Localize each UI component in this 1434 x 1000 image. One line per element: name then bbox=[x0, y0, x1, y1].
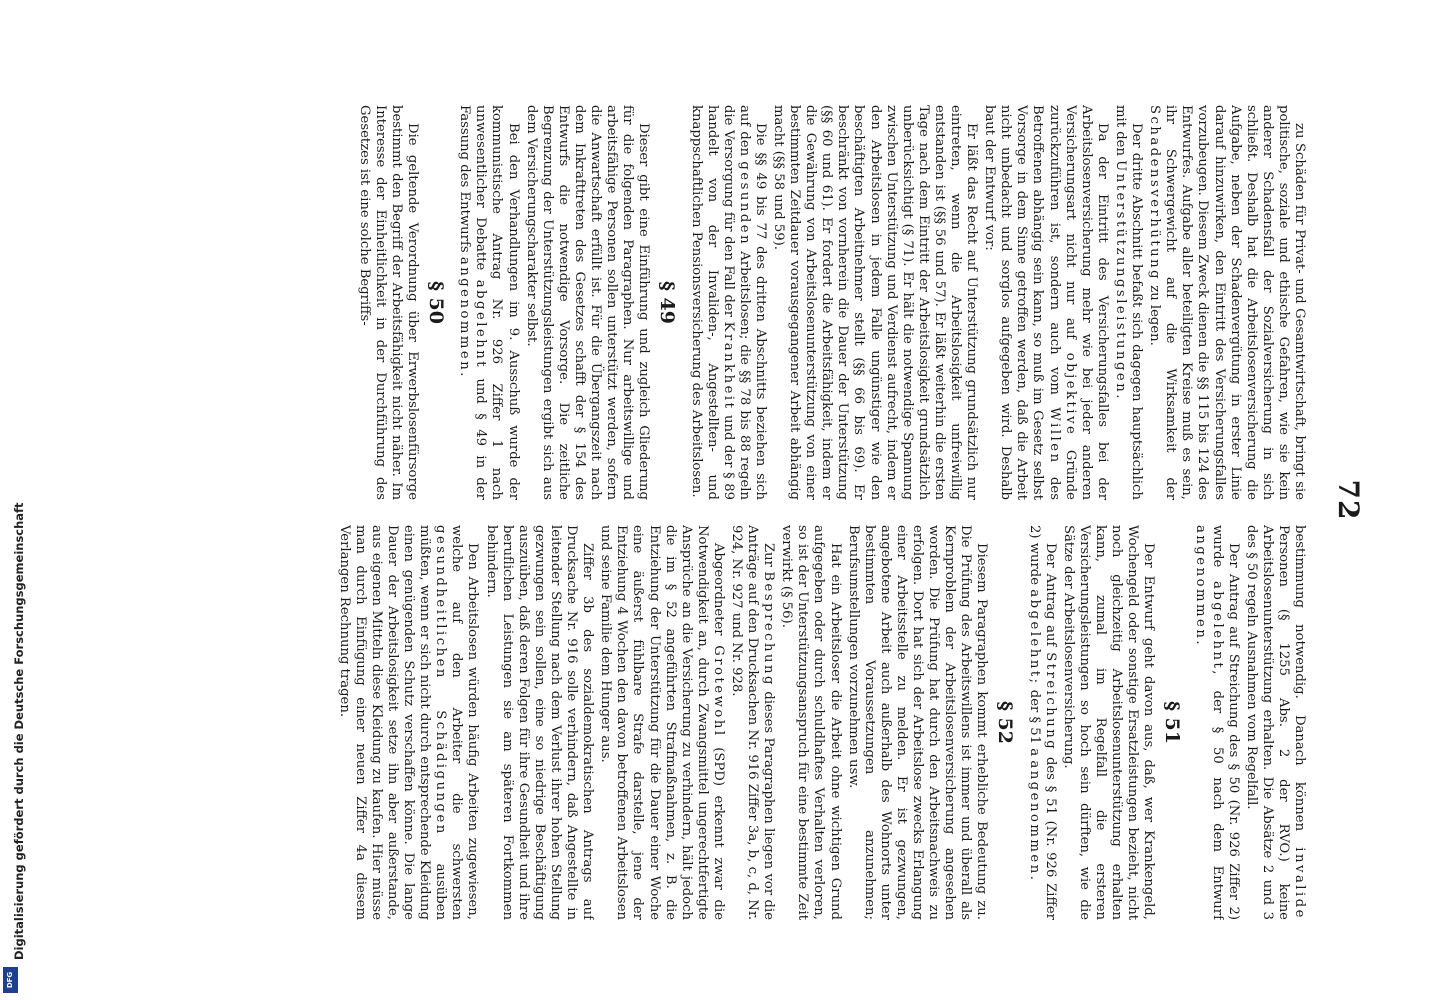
paragraph: Hat ein Arbeitsloser die Arbeit ohne wichtigen Grund aufgegeben oder durch schuldhaftes Verhalten verloren, so ist der Unterstützungsanspruch für eine bestimmte Zeit verwirkt (§ 56). bbox=[779, 525, 843, 920]
left-column bbox=[77, 105, 1307, 500]
right-column bbox=[77, 525, 1307, 920]
paragraph: Die §§ 49 bis 77 des dritten Abschnitts beziehen sich auf den gesunden Arbeitslosen; die §§ 78 bis 88 regeln die Versorgung für den Fall der Krankheit und der § 89 handelt von der Invaliden-, Angestellten- und knappschaftlichen Pensionsversicherung des Arbeitslosen. bbox=[688, 105, 768, 500]
paragraph: Abgeordneter Grotewohl (SPD) erkennt zwar die Notwendigkeit an, durch Zwangsmittel ungerechtfertigte Ansprüche an die Versicherung zu verhindern, hält jedoch die im § 52 angeführten Strafmaßnahmen, z. B. die Entziehung der Unterstützung für die Dauer einer Woche eine äußerst fühlbare Strafe darstelle, jene der Entziehung 4 Wochen den davon betroffenen Arbeitslosen und seine Familie dem Hunger aus. bbox=[598, 525, 726, 920]
paragraph: Diesem Paragraphen kommt erhebliche Bedeutung zu. Die Prüfung des Arbeitswillens ist immer und überall als Kernproblem der Arbeitslosenversicherung angesehen worden. Die Prüfung hat durch den Arbeitsnachweis zu erfolgen. Dort hat sich der Arbeitslose zwecks Erlangung einer Arbeitsstelle zu melden. Er ist gezwungen, angebotene Arbeit auch außerhalb des Wohnorts unter bestimmten Voraussetzungen anzunehmen; Berufsumstellungen vorzunehmen usw. bbox=[845, 525, 990, 920]
paragraph: Der dritte Abschnitt befaßt sich dagegen hauptsächlich mit den Unterstützungsleistungen. bbox=[1112, 105, 1145, 500]
digitization-footer bbox=[0, 0, 24, 1000]
page-number: 72 bbox=[1332, 479, 1365, 521]
paragraph: Er läßt das Recht auf Unterstützung grundsätzlich nur eintreten, wenn die Arbeitslosigkeit unfreiwillig entstanden ist (§§ 56 und 57). Er läßt weiterhin die ersten Tage nach dem Eintritt der Arbeitslosigkeit grundsätzlich unberücksichtigt (§ 71). Er hält die notwendige Spannung zwischen Unterstützung und Verdienst aufrecht, indem er den Arbeitslosen in jedem Falle ungünstiger wie den beschäftigten Arbeitnehmer stellt (§§ 66 bis 69). Er beschränkt von vornherein die Dauer der Unterstützung (§§ 60 und 61). Er fordert die Arbeitsfähigkeit, indem er die Gewährung von Arbeitslosenunterstützung von einer bestimmten Zeitdauer vorausgegangener Arbeit abhängig macht (§§ 58 und 59). bbox=[771, 105, 980, 500]
section-heading: § 51 bbox=[1161, 701, 1184, 744]
paragraph: Der Entwurf geht davon aus, daß, wer Krankengeld, Wochengeld oder sonstige Ersatzleistungen bezieht, nicht noch gleichzeitig Arbeitslosenunterstützung erhalten kann, zumal im Regelfall die ersteren Versicherungsleistungen so hoch sein dürften, wie die Sätze der Arbeitslosenversicherung. bbox=[1060, 525, 1157, 920]
paragraph: Die geltende Verordnung über Erwerbslosenfürsorge bestimmt den Begriff der Arbeitsfähigkeit nicht näher. Im Interesse der Einheitlichkeit in der Durchführung des Gesetzes ist eine solche Begriffs- bbox=[356, 105, 421, 500]
paragraph: Bei den Verhandlungen im 9. Ausschuß wurde der kommunistische Antrag Nr. 926 Ziffer 1 nach unwesentlicher Debatte abgelehnt und § 49 in der Fassung des Entwurfs angenommen. bbox=[457, 105, 521, 500]
section-heading: § 52 bbox=[994, 701, 1017, 744]
paragraph: bestimmung notwendig. Danach können invalide Personen (§ 1255 Abs. 2 der RVO.) keine Arbeitslosenunterstützung erhalten. Die Absätze 2 und 3 des § 50 regeln Ausnahmen vom Regelfall. bbox=[1243, 525, 1307, 920]
section-heading: § 49 bbox=[656, 281, 679, 324]
paragraph: Dieser gibt eine Einführung und zugleich Gliederung für die folgenden Paragraphen. Nur arbeitswillige und arbeitsfähige Personen sollen unterstützt werden, sofern die Anwartschaft erfüllt ist. Für die Übergangszeit nach dem Inkrafttreten des Gesetzes schafft der § 154 des Entwurfs die notwendige Vorsorge. Die zeitliche Begrenzung der Unterstützungsleistungen ergibt sich aus dem Versicherungscharakter selbst. bbox=[523, 105, 652, 500]
paragraph: Der Antrag auf Streichung des § 50 (Nr. 926 Ziffer 2) wurde abgelehnt, der § 50 nach dem Entwurf angenommen. bbox=[1193, 525, 1241, 920]
dfg-logo: DFG bbox=[3, 967, 18, 993]
paragraph: Ziffer 3b des sozialdemokratischen Antrags auf Drucksache Nr. 916 solle verhindern, daß Angestellte in leitender Stellung nach dem Verlust ihrer hohen Stellung gezwungen sein sollen, eine so niedrige Beschäftigung auszuüben, daß deren Folgen für ihre Gesundheit und ihre beruflichen Leistungen sie am späteren Fortkommen behindern. bbox=[483, 525, 596, 920]
paragraph: Da der Eintritt des Versicherungsfalles bei der Arbeitslosenversicherung mehr wie bei jeder anderen Versicherungsart nicht nur auf objektive Gründe zurückzuführen ist, sondern auch vom Willen des Betroffenen abhängig sein kann, so muß im Gesetz selbst Vorsorge in dem Sinne getroffen werden, daß die Arbeit nicht unbedacht und sorglos aufgegeben wird. Deshalb baut der Entwurf vor: bbox=[982, 105, 1110, 500]
paragraph: Der Antrag auf Streichung des § 51 (Nr. 926 Ziffer 2) wurde abgelehnt; der § 51 a angenommen. bbox=[1026, 525, 1058, 920]
paragraph: Den Arbeitslosen würden häufig Arbeiten zugewiesen, welche auf den Arbeiter die schwersten gesundheitlichen Schädigungen ausüben müßten, wenn er sich nicht durch entsprechende Kleidung einen genügenden Schutz verschaffen könne. Die lange Dauer der Arbeitslosigkeit setze ihn aber außerstande, aus eigenen Mitteln diese Kleidung zu kaufen. Hier müsse man durch Einfügung einer neuen Ziffer 4a diesem Verlangen Rechnung tragen. bbox=[336, 525, 481, 920]
paragraph: Zur Besprechung dieses Paragraphen liegen vor die Anträge auf den Drucksachen Nr. 916 Ziffer 3a, b, c, d, Nr. 924, Nr. 927 und Nr. 928. bbox=[729, 525, 777, 920]
paragraph: zu Schäden für Privat- und Gesamtwirtschaft, bringt sie politische, soziale und ethische Gefahren, wie sie kein anderer Schadensfall der Sozialversicherung in sich schließt. Deshalb hat die Arbeitslosenversicherung die Aufgabe, neben der Schadenvergütung in erster Linie darauf hinzuwirken, den Eintritt des Versicherungsfalles vorzubeugen. Diesem Zweck dienen die §§ 115 bis 124 des Entwurfes. Aufgabe aller beteiligten Kreise muß es sein, ihr Schwergewicht auf die Wirksamkeit der Schadensverhütung zu legen. bbox=[1147, 105, 1307, 500]
digitization-credit: Digitalisierung gefördert durch die Deutsche Forschungsgemeinschaft bbox=[12, 502, 26, 960]
section-heading: § 50 bbox=[425, 281, 448, 324]
document-page bbox=[57, 50, 1377, 950]
